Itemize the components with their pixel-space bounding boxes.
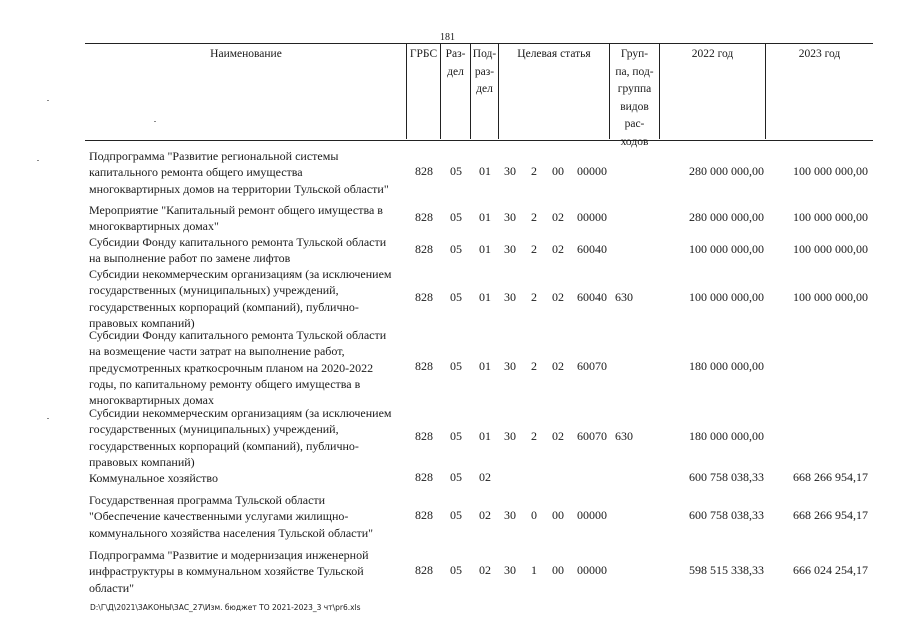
scan-speck	[154, 121, 156, 122]
cell-razdel: 05	[450, 359, 462, 373]
cell-2022: 280 000 000,00	[689, 164, 764, 178]
cell-grbs: 828	[415, 429, 433, 443]
row-name: Субсидии Фонду капитального ремонта Тульской области на выполнение работ по замене лифтов	[89, 235, 387, 266]
cell-cs-main: 02	[552, 359, 564, 373]
row-name: Субсидии некоммерческим организациям (за исключением государственных (муниципальных) учреждений, государственных корпораций (компаний), публично- правовых компаний)	[89, 406, 392, 469]
cell-cs-direction: 00000	[577, 164, 607, 178]
cell-podrazdel: 02	[479, 470, 491, 484]
cell-2022: 598 515 338,33	[689, 563, 764, 577]
cell-cs-subprogram: 1	[531, 563, 537, 577]
cell-cs-direction: 60070	[577, 429, 607, 443]
cell-cs-direction: 00000	[577, 508, 607, 522]
row-name: Субсидии некоммерческим организациям (за исключением государственных (муниципальных) учреждений, государственных корпораций (компаний), публично- правовых компаний)	[89, 267, 392, 330]
cell-cs-program: 30	[504, 164, 516, 178]
header-grbs: ГРБС	[409, 48, 438, 60]
row-name: Субсидии Фонду капитального ремонта Тульской области на возмещение части затрат на выполнение работ, предусмотренных краткосрочным планом на 2020-2022 годы, по капитальному ремонту общего имущества в многоквартирных домах	[89, 328, 387, 408]
header-razdel: Раз- дел	[445, 48, 466, 78]
cell-2022: 280 000 000,00	[689, 210, 764, 224]
cell-cs-direction: 60070	[577, 359, 607, 373]
header-group: Груп- па, под- группа видов рас- ходов	[615, 48, 654, 148]
cell-cs-main: 00	[552, 563, 564, 577]
cell-cs-subprogram: 2	[531, 290, 537, 304]
row-name: Подпрограмма "Развитие и модернизация инженерной инфраструктуры в коммунальном хозяйстве Тульской области"	[89, 548, 369, 595]
cell-grbs: 828	[415, 242, 433, 256]
cell-cs-subprogram: 2	[531, 210, 537, 224]
cell-razdel: 05	[450, 290, 462, 304]
cell-podrazdel: 01	[479, 210, 491, 224]
scan-speck	[37, 160, 39, 161]
cell-cs-program: 30	[504, 290, 516, 304]
header-2022: 2022 год	[691, 48, 734, 60]
cell-podrazdel: 01	[479, 359, 491, 373]
cell-2022: 600 758 038,33	[689, 508, 764, 522]
cell-cs-subprogram: 2	[531, 164, 537, 178]
scan-speck	[47, 100, 49, 101]
cell-grbs: 828	[415, 210, 433, 224]
cell-razdel: 05	[450, 242, 462, 256]
cell-2023: 666 024 254,17	[793, 563, 868, 577]
header-name: Наименование	[210, 48, 282, 60]
cell-cs-program: 30	[504, 563, 516, 577]
cell-razdel: 05	[450, 164, 462, 178]
cell-cs-subprogram: 0	[531, 508, 537, 522]
cell-2022: 100 000 000,00	[689, 290, 764, 304]
cell-2022: 180 000 000,00	[689, 359, 764, 373]
cell-razdel: 05	[450, 508, 462, 522]
row-name: Коммунальное хозяйство	[89, 471, 218, 485]
cell-2023: 668 266 954,17	[793, 470, 868, 484]
cell-cs-direction: 00000	[577, 563, 607, 577]
cell-podrazdel: 02	[479, 563, 491, 577]
cell-cs-program: 30	[504, 359, 516, 373]
cell-2023: 100 000 000,00	[793, 164, 868, 178]
header-2023: 2023 год	[798, 48, 841, 60]
cell-podrazdel: 01	[479, 164, 491, 178]
cell-cs-program: 30	[504, 508, 516, 522]
cell-cs-main: 02	[552, 242, 564, 256]
cell-2023: 100 000 000,00	[793, 290, 868, 304]
cell-cs-program: 30	[504, 210, 516, 224]
cell-cs-program: 30	[504, 242, 516, 256]
cell-cs-main: 00	[552, 508, 564, 522]
cell-cs-main: 02	[552, 290, 564, 304]
cell-cs-subprogram: 2	[531, 429, 537, 443]
cell-cs-main: 02	[552, 429, 564, 443]
cell-vr: 630	[615, 290, 633, 304]
cell-cs-program: 30	[504, 429, 516, 443]
cell-grbs: 828	[415, 290, 433, 304]
cell-grbs: 828	[415, 164, 433, 178]
cell-grbs: 828	[415, 470, 433, 484]
cell-grbs: 828	[415, 359, 433, 373]
cell-razdel: 05	[450, 210, 462, 224]
row-name: Подпрограмма "Развитие региональной системы капитального ремонта общего имущества многоквартирных домов на территории Тульской области"	[89, 149, 389, 196]
cell-2022: 180 000 000,00	[689, 429, 764, 443]
cell-cs-main: 00	[552, 164, 564, 178]
row-name: Мероприятие "Капитальный ремонт общего имущества в многоквартирных домах"	[89, 203, 383, 234]
cell-podrazdel: 01	[479, 290, 491, 304]
cell-cs-direction: 60040	[577, 290, 607, 304]
cell-cs-subprogram: 2	[531, 359, 537, 373]
cell-razdel: 05	[450, 563, 462, 577]
cell-podrazdel: 02	[479, 508, 491, 522]
cell-podrazdel: 01	[479, 429, 491, 443]
cell-2023: 100 000 000,00	[793, 210, 868, 224]
header-target: Целевая статья	[517, 48, 591, 60]
cell-razdel: 05	[450, 470, 462, 484]
cell-cs-subprogram: 2	[531, 242, 537, 256]
page-number: 181	[440, 32, 455, 43]
cell-vr: 630	[615, 429, 633, 443]
cell-razdel: 05	[450, 429, 462, 443]
scan-speck	[47, 418, 49, 419]
cell-podrazdel: 01	[479, 242, 491, 256]
cell-cs-main: 02	[552, 210, 564, 224]
cell-grbs: 828	[415, 563, 433, 577]
row-name: Государственная программа Тульской области "Обеспечение качественными услугами жилищно- коммунального хозяйства населения Тульской области"	[89, 493, 374, 540]
footer-path: D:\Г\Д\2021\ЗАКОНЫ\ЗАС_27\Изм. бюджет ТО 2021-2023_3 чт\pr6.xls	[90, 603, 361, 612]
cell-grbs: 828	[415, 508, 433, 522]
cell-2023: 668 266 954,17	[793, 508, 868, 522]
header-podrazdel: Под- раз- дел	[472, 48, 497, 95]
cell-cs-direction: 00000	[577, 210, 607, 224]
cell-2023: 100 000 000,00	[793, 242, 868, 256]
cell-cs-direction: 60040	[577, 242, 607, 256]
cell-2022: 600 758 038,33	[689, 470, 764, 484]
cell-2022: 100 000 000,00	[689, 242, 764, 256]
